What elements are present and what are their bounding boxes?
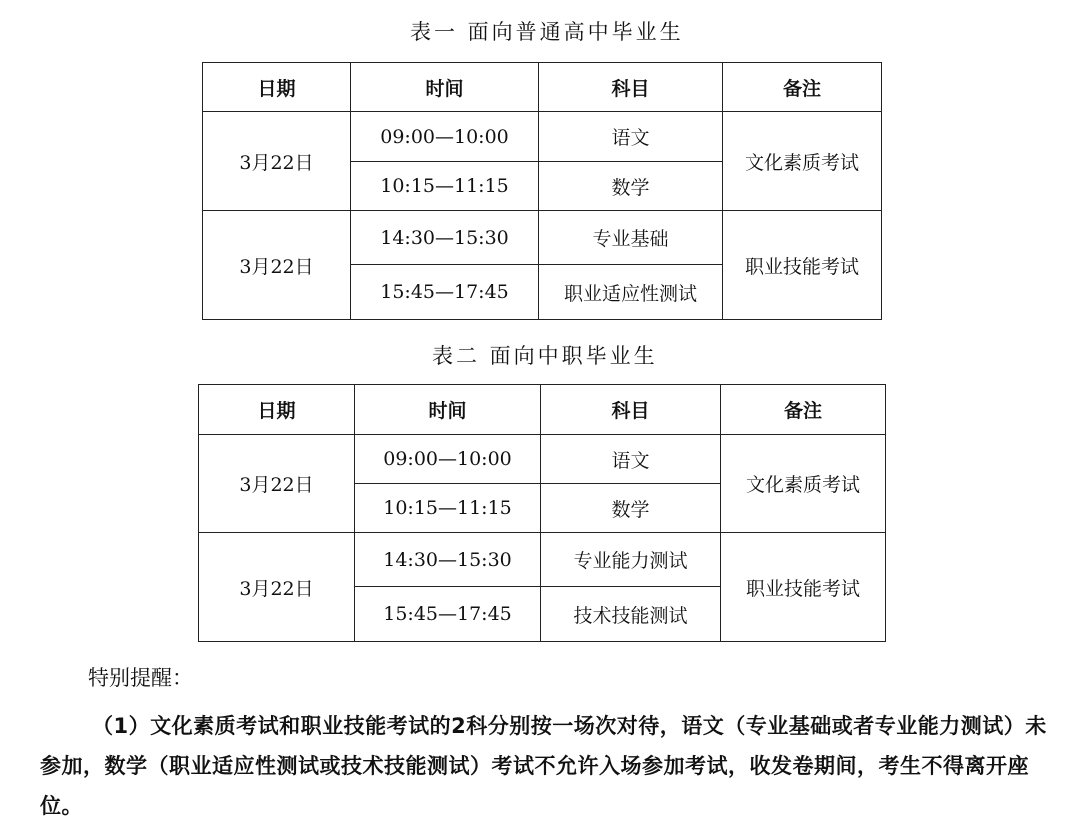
header-subject: 科目: [539, 63, 723, 112]
subject-cell: 专业基础: [539, 211, 723, 265]
subject-cell: 专业能力测试: [541, 533, 721, 587]
time-cell: 15:45—17:45: [355, 587, 541, 642]
note-cell: 职业技能考试: [721, 533, 886, 642]
header-time: 时间: [351, 63, 539, 112]
date-cell: 3月22日: [203, 112, 351, 211]
header-date: 日期: [199, 385, 355, 435]
table1-caption: 表一 面向普通高中毕业生: [410, 20, 684, 44]
note-cell: 职业技能考试: [723, 211, 882, 320]
time-cell: 14:30—15:30: [351, 211, 539, 265]
notes-item-1: （1）文化素质考试和职业技能考试的2科分别按一场次对待，语文（专业基础或者专业能力测试）未参加，数学（职业适应性测试或技术技能测试）考试不允许入场参加考试，收发卷期间，考生不得离开座位。: [40, 714, 1047, 818]
header-time: 时间: [355, 385, 541, 435]
date-cell: 3月22日: [199, 435, 355, 533]
header-subject: 科目: [541, 385, 721, 435]
table2-schedule: [198, 384, 886, 642]
table-row: [199, 435, 886, 484]
time-cell: 14:30—15:30: [355, 533, 541, 587]
table-header-row: [199, 385, 886, 435]
header-note: 备注: [721, 385, 886, 435]
header-note: 备注: [723, 63, 882, 112]
subject-cell: 技术技能测试: [541, 587, 721, 642]
table-row: [199, 533, 886, 587]
time-cell: 09:00—10:00: [355, 435, 541, 484]
date-cell: 3月22日: [203, 211, 351, 320]
time-cell: 15:45—17:45: [351, 265, 539, 320]
time-cell: 10:15—11:15: [351, 162, 539, 211]
note-cell: 文化素质考试: [721, 435, 886, 533]
subject-cell: 语文: [541, 435, 721, 484]
header-date: 日期: [203, 63, 351, 112]
date-cell: 3月22日: [199, 533, 355, 642]
note-cell: 文化素质考试: [723, 112, 882, 211]
subject-cell: 语文: [539, 112, 723, 162]
table-header-row: [203, 63, 882, 112]
time-cell: 09:00—10:00: [351, 112, 539, 162]
table-row: [203, 211, 882, 265]
table2-caption: 表二 面向中职毕业生: [432, 344, 658, 368]
subject-cell: 职业适应性测试: [539, 265, 723, 320]
table1-schedule: [202, 62, 882, 320]
notes-title: 特别提醒：: [88, 666, 193, 690]
subject-cell: 数学: [541, 484, 721, 533]
time-cell: 10:15—11:15: [355, 484, 541, 533]
subject-cell: 数学: [539, 162, 723, 211]
table-row: [203, 112, 882, 162]
